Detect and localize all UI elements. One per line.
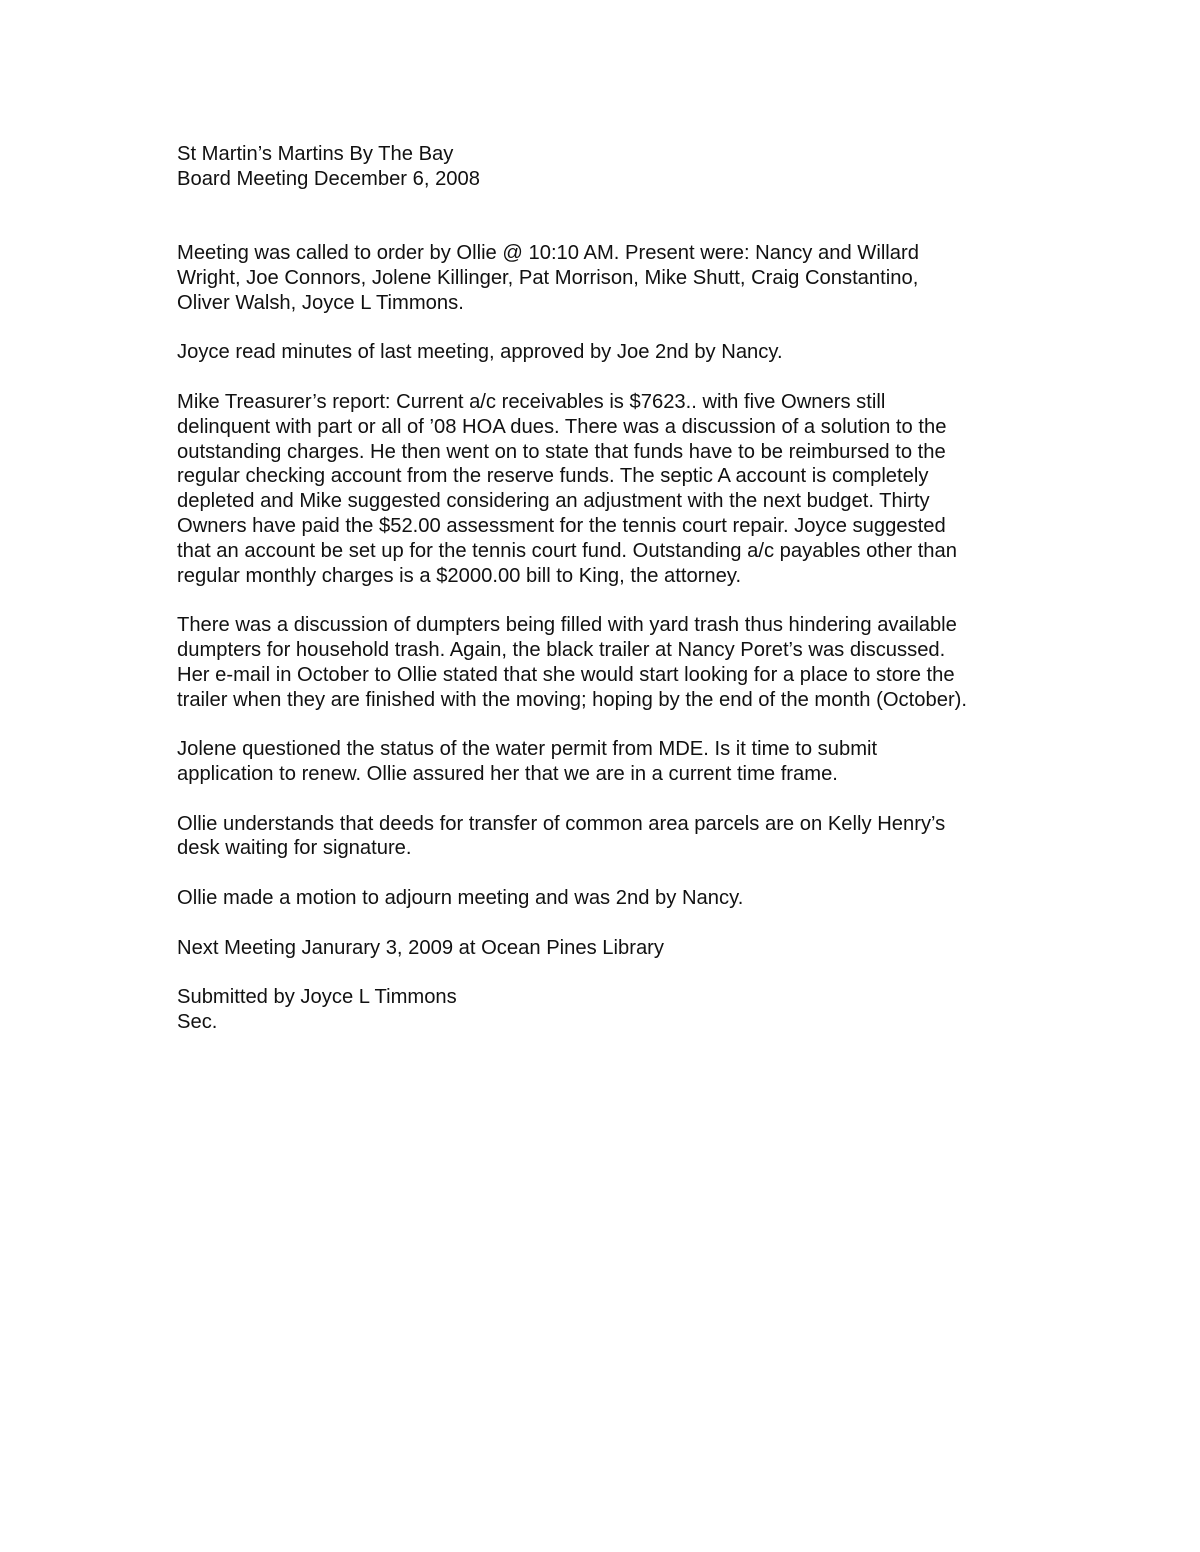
paragraph-line: application to renew. Ollie assured her that we are in a current time frame. — [177, 762, 838, 785]
paragraph-minutes — [177, 340, 1057, 365]
spacer — [177, 787, 1057, 812]
spacer — [177, 712, 1057, 737]
paragraph-line: Joyce read minutes of last meeting, approved by Joe 2nd by Nancy. — [177, 341, 783, 364]
submitted-by: Submitted by Joyce L Timmons — [177, 986, 457, 1009]
paragraph-next-meeting — [177, 936, 1057, 961]
paragraph-line: Wright, Joe Connors, Jolene Killinger, Pat Morrison, Mike Shutt, Craig Constantino, — [177, 266, 919, 289]
spacer — [177, 316, 1057, 341]
paragraph-line: Meeting was called to order by Ollie @ 10:10 AM. Present were: Nancy and Willard — [177, 242, 919, 265]
paragraph-line: Ollie made a motion to adjourn meeting and was 2nd by Nancy. — [177, 886, 744, 909]
paragraph-line: trailer when they are finished with the moving; hoping by the end of the month (October). — [177, 688, 967, 711]
paragraph-line: depleted and Mike suggested considering an adjustment with the next budget. Thirty — [177, 490, 930, 513]
paragraph-line: Owners have paid the $52.00 assessment for the tennis court repair. Joyce suggested — [177, 514, 946, 537]
paragraph-line: Oliver Walsh, Joyce L Timmons. — [177, 291, 464, 314]
paragraph-call-to-order — [177, 241, 1057, 315]
spacer — [177, 960, 1057, 985]
paragraph-line: Her e-mail in October to Ollie stated that she would start looking for a place to store the — [177, 663, 955, 686]
paragraph-treasurer-report — [177, 390, 1057, 588]
signature-block — [177, 985, 1057, 1035]
paragraph-adjourn — [177, 886, 1057, 911]
paragraph-water-permit — [177, 737, 1057, 787]
paragraph-line: delinquent with part or all of ’08 HOA dues. There was a discussion of a solution to the — [177, 415, 947, 438]
organization-name: St Martin’s Martins By The Bay — [177, 143, 454, 165]
paragraph-deeds — [177, 812, 1057, 862]
paragraph-line: Next Meeting Janurary 3, 2009 at Ocean Pines Library — [177, 936, 665, 959]
meeting-title: Board Meeting December 6, 2008 — [177, 167, 480, 190]
spacer — [177, 911, 1057, 936]
paragraph-line: regular monthly charges is a $2000.00 bill to King, the attorney. — [177, 564, 742, 587]
spacer — [177, 192, 1057, 242]
paragraph-line: outstanding charges. He then went on to state that funds have to be reimbursed to the — [177, 440, 946, 463]
minutes-body — [177, 142, 1057, 1035]
paragraph-line: that an account be set up for the tennis court fund. Outstanding a/c payables other than — [177, 539, 957, 562]
spacer — [177, 365, 1057, 390]
secretary-title: Sec. — [177, 1010, 218, 1033]
spacer — [177, 861, 1057, 886]
document-header — [177, 142, 1057, 192]
paragraph-line: regular checking account from the reserve funds. The septic A account is completely — [177, 465, 929, 488]
paragraph-line: Ollie understands that deeds for transfer of common area parcels are on Kelly Henry’s — [177, 812, 946, 835]
spacer — [177, 588, 1057, 613]
paragraph-line: There was a discussion of dumpters being filled with yard trash thus hindering available — [177, 614, 957, 637]
paragraph-line: dumpters for household trash. Again, the black trailer at Nancy Poret’s was discussed. — [177, 638, 946, 661]
paragraph-line: desk waiting for signature. — [177, 837, 412, 860]
paragraph-line: Mike Treasurer’s report: Current a/c receivables is $7623.. with five Owners still — [177, 390, 886, 413]
paragraph-line: Jolene questioned the status of the water permit from MDE. Is it time to submit — [177, 738, 878, 761]
paragraph-dumpsters — [177, 613, 1057, 712]
